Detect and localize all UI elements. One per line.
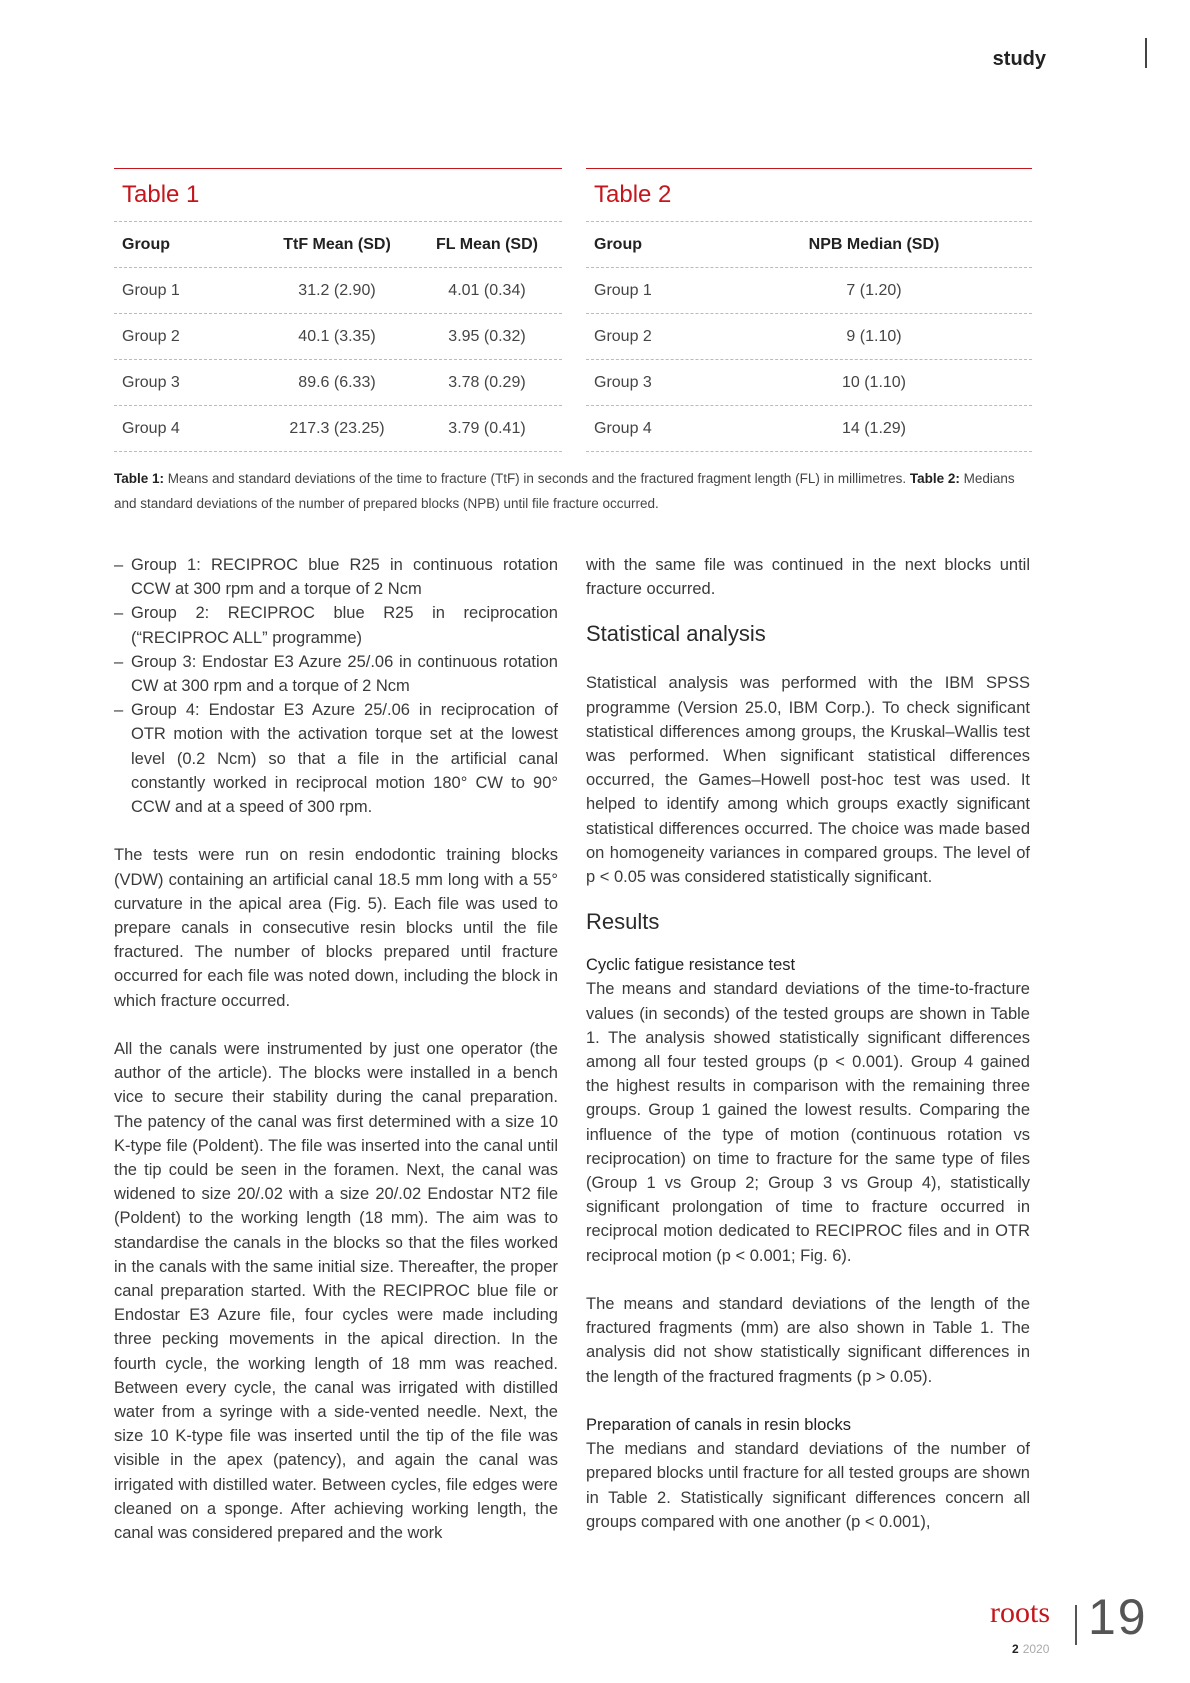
table-row: [114, 313, 562, 359]
table-2-header-row: [586, 221, 1032, 267]
caption-label-table-1: Table 1:: [114, 471, 165, 486]
page-number: 19: [1088, 1589, 1148, 1645]
table-cell-group: Group 3: [594, 373, 652, 391]
caption-label-table-2: Table 2:: [909, 471, 960, 486]
heading-results: Results: [586, 909, 660, 935]
table-row: [586, 267, 1032, 313]
right-column: [586, 553, 1030, 1534]
caption-text-table-1: Means and standard deviations of the time to fracture (TtF) in seconds and the fractured fragment length (FL) in millimetres.: [164, 471, 910, 486]
table-cell-fl: 3.79 (0.41): [448, 419, 526, 437]
heading-statistical-analysis: Statistical analysis: [586, 621, 766, 647]
table-cell-group: Group 2: [594, 327, 652, 345]
body-paragraph: The medians and standard deviations of the number of prepared blocks until fracture for all tested groups are shown in Table 2. Statistically significant differences concern all groups compared with one another (p < 0.001),: [586, 1440, 1030, 1531]
tables-caption: [114, 466, 1032, 516]
table-cell-fl: 3.95 (0.32): [448, 327, 526, 345]
table-cell-group: Group 3: [122, 373, 180, 391]
table-1-header-group: Group: [122, 235, 170, 253]
list-item: – Group 2: RECIPROC blue R25 in reciprocation (“RECIPROC ALL” programme): [114, 601, 558, 649]
body-paragraph: Statistical analysis was performed with the IBM SPSS programme (Version 25.0, IBM Corp.). To check significant statistical differences among groups, the Kruskal–Wallis test was performed. When significant statistical differences occurred, the Games–Howell post-hoc test was used. It helped to identify among which groups exactly significant statistical differences occurred. The choice was made based on homogeneity variances in compared groups. The level of p < 0.05 was considered statistically significant.: [586, 674, 1030, 887]
table-row: [586, 313, 1032, 359]
table-cell-ttf: 31.2 (2.90): [298, 281, 376, 299]
table-2-header-npb: NPB Median (SD): [808, 235, 940, 253]
section-label: study: [992, 48, 1046, 70]
table-1: [114, 168, 562, 452]
table-1-header-ttf: TtF Mean (SD): [283, 235, 391, 253]
table-cell-fl: 4.01 (0.34): [448, 281, 526, 299]
list-item: – Group 4: Endostar E3 Azure 25/.06 in reciprocation of OTR motion with the activation torque set at the lowest level (0.2 Ncm) so that a file in the artificial canal constantly worked in reciprocal motion 180° CW to 90° CCW and at a speed of 300 rpm.: [114, 698, 558, 819]
table-row: [586, 405, 1032, 452]
table-cell-ttf: 40.1 (3.35): [298, 327, 376, 345]
table-cell-npb: 14 (1.29): [841, 419, 907, 437]
table-row: [114, 359, 562, 405]
table-2-title: Table 2: [594, 181, 672, 208]
table-1-title: Table 1: [122, 181, 200, 208]
table-cell-group: Group 1: [594, 281, 652, 299]
table-cell-group: Group 2: [122, 327, 180, 345]
list-item: – Group 3: Endostar E3 Azure 25/.06 in continuous rotation CW at 300 rpm and a torque of 2 Ncm: [114, 650, 558, 698]
table-2-header-group: Group: [594, 235, 642, 253]
body-paragraph: The tests were run on resin endodontic training blocks (VDW) containing an artificial canal 18.5 mm long with a 55° curvature in the apical area (Fig. 5). Each file was used to prepare canals in consecutive resin blocks until the file fractured. The number of blocks prepared until fracture occurred for each file was noted down, including the block in which fracture occurred.: [114, 846, 558, 1010]
table-cell-group: Group 4: [122, 419, 180, 437]
table-cell-npb: 7 (1.20): [846, 281, 902, 299]
list-item: – Group 1: RECIPROC blue R25 in continuous rotation CCW at 300 rpm and a torque of 2 Ncm: [114, 553, 558, 601]
table-1-header-row: [114, 221, 562, 267]
table-row: [114, 267, 562, 313]
subheading-cyclic-fatigue: Cyclic fatigue resistance test: [586, 956, 796, 975]
group-list: [114, 553, 558, 819]
table-cell-group: Group 4: [594, 419, 652, 437]
table-cell-npb: 10 (1.10): [841, 373, 907, 391]
issue-label: 2: [1012, 1642, 1019, 1656]
section-divider: [1145, 38, 1147, 68]
issue-year: 2020: [1022, 1642, 1050, 1656]
body-paragraph: The means and standard deviations of the length of the fractured fragments (mm) are also shown in Table 1. The analysis did not show statistically significant differences in the length of the fractured fragments (p > 0.05).: [586, 1295, 1030, 1386]
body-paragraph: All the canals were instrumented by just one operator (the author of the article). The blocks were installed in a bench vice to secure their stability during the canal preparation. The patency of the canal was first determined with a size 10 K-type file (Poldent). The file was inserted into the canal until the tip could be seen in the foramen. Next, the canal was widened to size 20/.02 with a size 20/.02 Endostar NT2 file (Poldent) to the working length (18 mm). The aim was to standardise the canals in the blocks so that the files worked in the canals with the same initial size. Thereafter, the proper canal preparation started. With the RECIPROC blue file or Endostar E3 Azure file, four cycles were made including three pecking movements in the apical direction. In the fourth cycle, the working length of 18 mm was reached. Between every cycle, the canal was irrigated with distilled water from a syringe with a side-vented needle. Next, the size 10 K-type file was inserted until the tip of the file was visible in the apex (patency), and again the canal was irrigated with distilled water. Between cycles, file edges were cleaned on a sponge. After achieving working length, the canal was considered prepared and the work: [114, 1040, 558, 1543]
table-1-header-fl: FL Mean (SD): [436, 235, 538, 253]
table-cell-fl: 3.78 (0.29): [448, 373, 526, 391]
caption-text-table-2: Medians and standard deviations of the number of prepared blocks (NPB) until file fracture occurred.: [114, 471, 1015, 511]
table-2: [586, 168, 1032, 452]
magazine-logo: roots: [990, 1596, 1050, 1629]
subheading-preparation: Preparation of canals in resin blocks: [586, 1416, 852, 1435]
table-row: [114, 405, 562, 452]
issue-number: [1012, 1642, 1049, 1656]
table-cell-ttf: 89.6 (6.33): [298, 373, 376, 391]
table-row: [586, 359, 1032, 405]
table-cell-group: Group 1: [122, 281, 180, 299]
body-paragraph: with the same file was continued in the next blocks until fracture occurred.: [586, 556, 1030, 599]
table-cell-ttf: 217.3 (23.25): [289, 419, 385, 437]
body-paragraph: The means and standard deviations of the time-to-fracture values (in seconds) of the tested groups are shown in Table 1. The analysis showed statistically significant differences among all four tested groups (p < 0.001). Group 4 gained the highest results in comparison with the remaining three groups. Group 1 gained the lowest results. Comparing the influence of the type of motion (continuous rotation vs reciprocation) on time to fracture for the same type of files (Group 1 vs Group 2; Group 3 vs Group 4), statistically significant prolongation of time to fracture occurred in reciprocal motion dedicated to RECIPROC files and in OTR reciprocal motion (p < 0.001; Fig. 6).: [586, 980, 1030, 1265]
table-cell-npb: 9 (1.10): [846, 327, 902, 345]
left-column: [114, 553, 558, 1545]
footer-divider: [1075, 1605, 1077, 1645]
